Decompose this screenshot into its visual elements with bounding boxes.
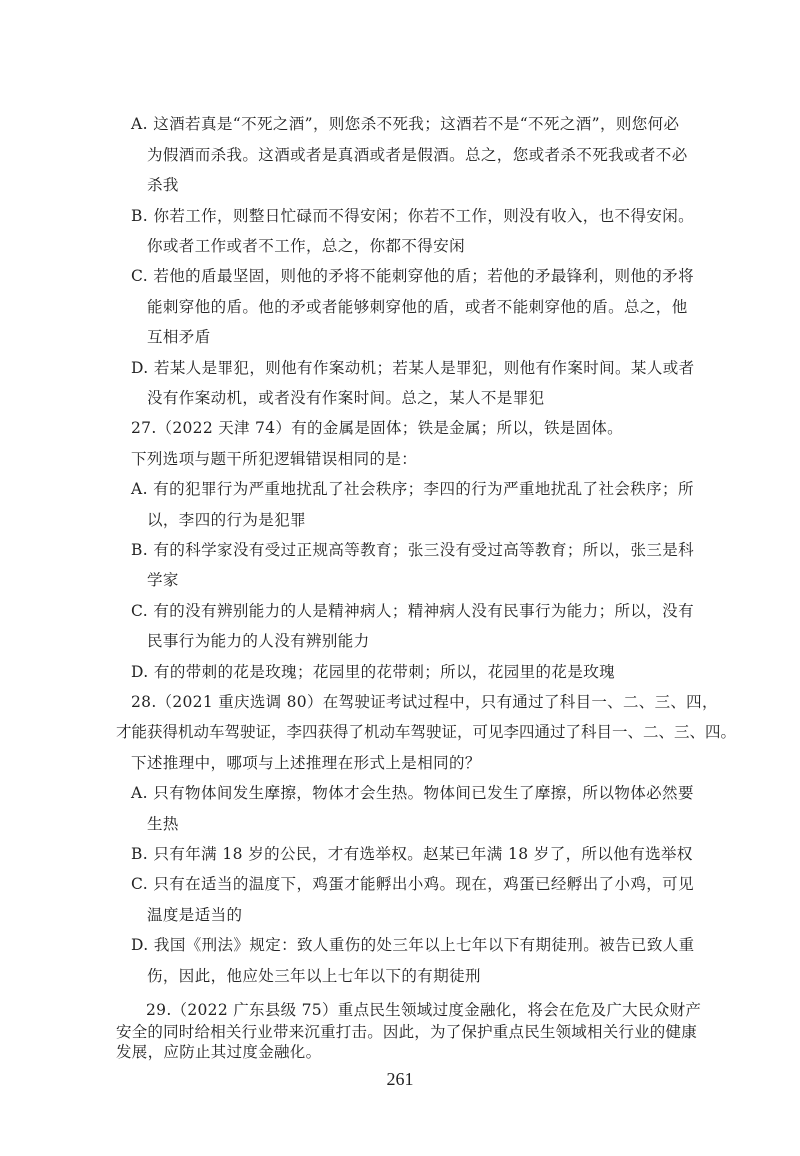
q26-option-b-line1: B. 你若工作，则整日忙碌而不得安闲；你若不工作，则没有收入，也不得安闲。 bbox=[131, 207, 695, 225]
q28-stem-line1: 28.（2021 重庆选调 80）在驾驶证考试过程中，只有通过了科目一、二、三、四， bbox=[131, 693, 718, 711]
q26-option-c-line1: C. 若他的盾最坚固，则他的矛将不能刺穿他的盾；若他的矛最锋利，则他的矛将 bbox=[131, 267, 694, 285]
q27-option-a-line1: A. 有的犯罪行为严重地扰乱了社会秩序；李四的行为严重地扰乱了社会秩序；所 bbox=[131, 480, 694, 498]
q29-stem-line3: 发展，应防止其过度金融化。 bbox=[116, 1043, 322, 1061]
q26-option-c-line2: 能刺穿他的盾。他的矛或者能够刺穿他的盾，或者不能刺穿他的盾。总之，他 bbox=[147, 298, 688, 316]
q26-option-a-line2: 为假酒而杀我。这酒或者是真酒或者是假酒。总之，您或者杀不死我或者不必 bbox=[147, 146, 688, 164]
q27-stem: 27.（2022 天津 74）有的金属是固体；铁是金属；所以，铁是固体。 bbox=[131, 419, 623, 437]
q28-option-d-line2: 伤，因此，他应处三年以上七年以下的有期徒刑 bbox=[147, 967, 481, 985]
q27-option-c-line1: C. 有的没有辨别能力的人是精神病人；精神病人没有民事行为能力；所以，没有 bbox=[131, 602, 694, 620]
q28-option-d-line1: D. 我国《刑法》规定：致人重伤的处三年以上七年以下有期徒刑。被告已致人重 bbox=[131, 936, 695, 954]
q26-option-a-line1: A. 这酒若真是“不死之酒”，则您杀不死我；这酒若不是“不死之酒”，则您何必 bbox=[131, 115, 680, 133]
q28-option-a-line2: 生热 bbox=[147, 815, 179, 833]
q26-option-a-line3: 杀我 bbox=[147, 176, 179, 194]
q28-stem-line2: 才能获得机动车驾驶证，李四获得了机动车驾驶证，可见李四通过了科目一、二、三、四。 bbox=[116, 723, 737, 741]
q28-option-c-line1: C. 只有在适当的温度下，鸡蛋才能孵出小鸡。现在，鸡蛋已经孵出了小鸡，可见 bbox=[131, 875, 694, 893]
q28-prompt: 下述推理中，哪项与上述推理在形式上是相同的？ bbox=[131, 754, 481, 772]
q28-option-a-line1: A. 只有物体间发生摩擦，物体才会生热。物体间已发生了摩擦，所以物体必然要 bbox=[131, 784, 694, 802]
q26-option-d-line2: 没有作案动机，或者没有作案时间。总之，某人不是罪犯 bbox=[147, 389, 545, 407]
q28-option-c-line2: 温度是适当的 bbox=[147, 906, 243, 924]
q26-option-d-line1: D. 若某人是罪犯，则他有作案动机；若某人是罪犯，则他有作案时间。某人或者 bbox=[131, 359, 695, 377]
q27-option-d: D. 有的带刺的花是玫瑰；花园里的花带刺；所以，花园里的花是玫瑰 bbox=[131, 663, 616, 681]
q26-option-b-line2: 你或者工作或者不工作，总之，你都不得安闲 bbox=[147, 237, 466, 255]
page-number: 261 bbox=[386, 1069, 414, 1089]
q28-option-b: B. 只有年满 18 岁的公民，才有选举权。赵某已年满 18 岁了，所以他有选举权 bbox=[131, 845, 693, 863]
q27-prompt: 下列选项与题干所犯逻辑错误相同的是： bbox=[131, 450, 418, 468]
q26-option-c-line3: 互相矛盾 bbox=[147, 328, 211, 346]
q27-option-a-line2: 以，李四的行为是犯罪 bbox=[147, 511, 307, 529]
q27-option-b-line1: B. 有的科学家没有受过正规高等教育；张三没有受过高等教育；所以，张三是科 bbox=[131, 541, 695, 559]
q27-option-c-line2: 民事行为能力的人没有辨别能力 bbox=[147, 632, 370, 650]
q29-stem-line1: 29.（2022 广东县级 75）重点民生领域过度金融化，将会在危及广大民众财产 bbox=[146, 1001, 702, 1019]
q29-stem-line2: 安全的同时给相关行业带来沉重打击。因此，为了保护重点民生领域相关行业的健康 bbox=[116, 1023, 697, 1041]
q27-option-b-line2: 学家 bbox=[147, 571, 179, 589]
